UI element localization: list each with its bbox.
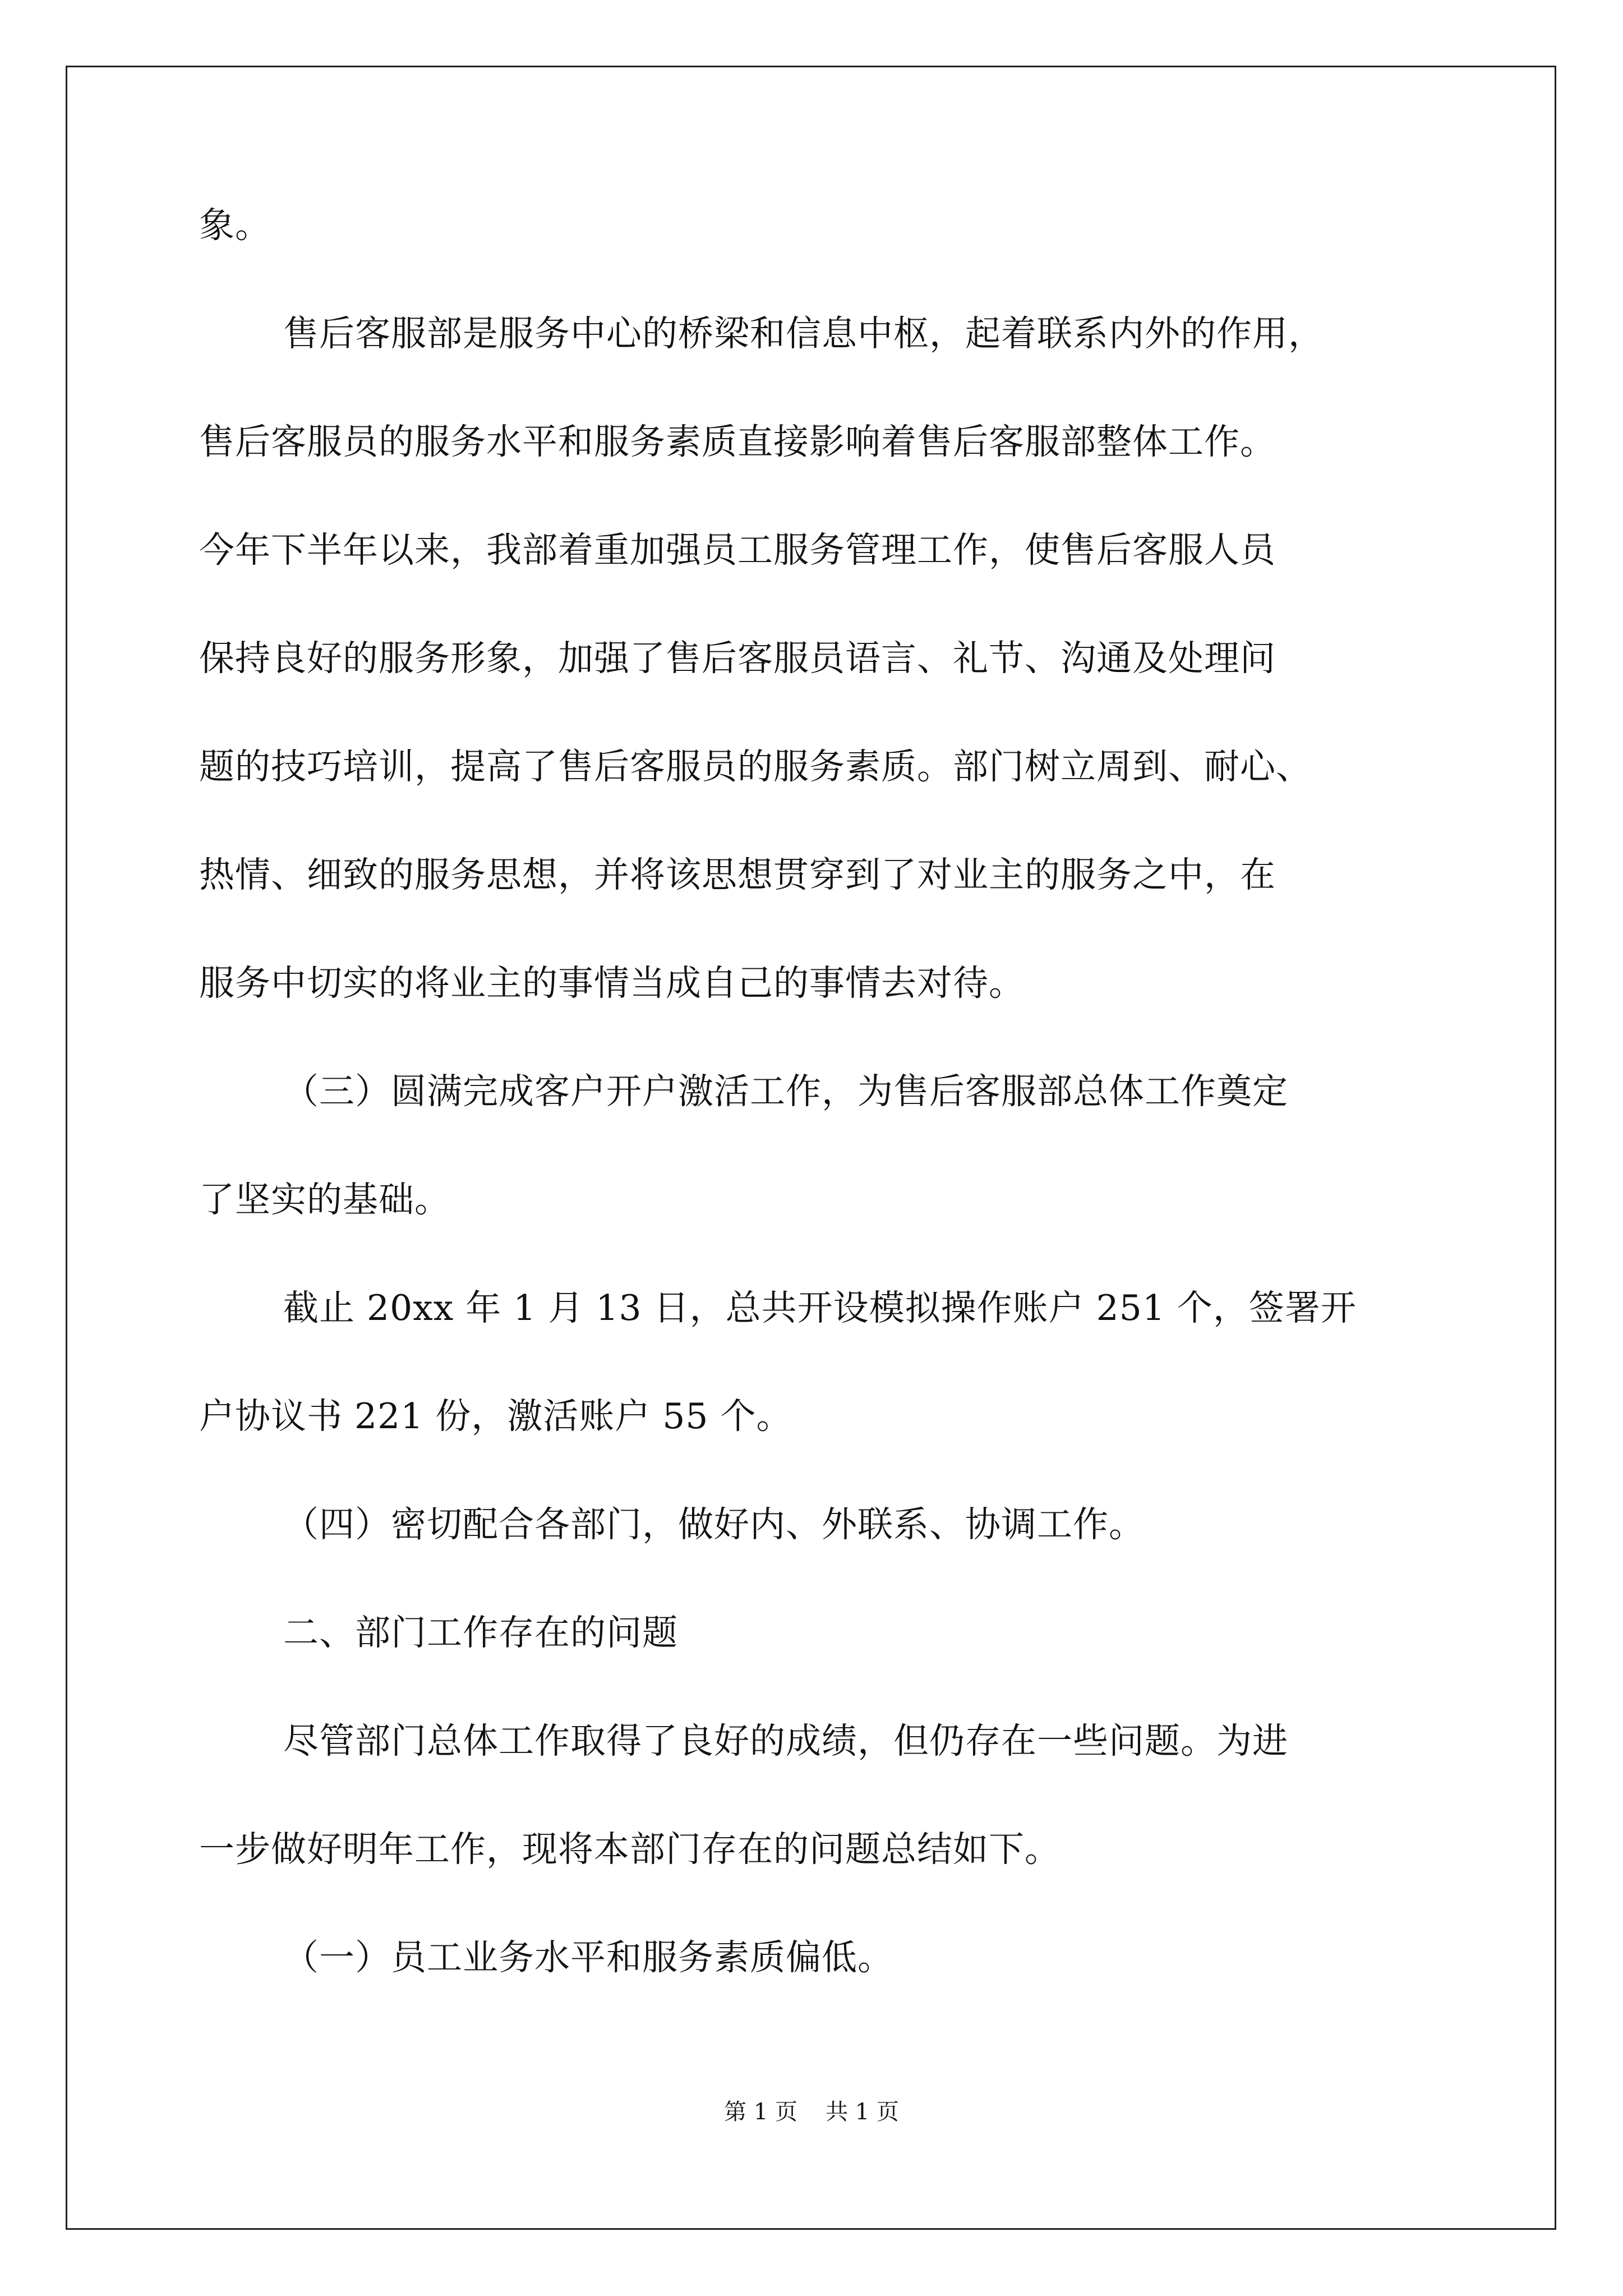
text-line: 户协议书 221 份，激活账户 55 个。	[199, 1396, 792, 1437]
text-line: 题的技巧培训，提高了售后客服员的服务素质。部门树立周到、耐心、	[199, 746, 1312, 787]
text-line: 售后客服员的服务水平和服务素质直接影响着售后客服部整体工作。	[199, 421, 1276, 462]
page-number: 第 1 页	[724, 2099, 797, 2125]
text-line: 服务中切实的将业主的事情当成自己的事情去对待。	[199, 963, 1025, 1004]
page-total: 共 1 页	[826, 2099, 899, 2125]
text-line: 今年下半年以来，我部着重加强员工服务管理工作，使售后客服人员	[199, 530, 1276, 570]
page-border	[66, 66, 1556, 2230]
text-line: 了坚实的基础。	[199, 1179, 450, 1220]
section-heading-line: （一）员工业务水平和服务素质偏低。	[283, 1937, 893, 1978]
text-line: 一步做好明年工作，现将本部门存在的问题总结如下。	[199, 1829, 1061, 1870]
paragraph-line: 售后客服部是服务中心的桥梁和信息中枢，起着联系内外的作用，	[283, 313, 1324, 354]
text-line: 热情、细致的服务思想，并将该思想贯穿到了对业主的服务之中，在	[199, 854, 1276, 895]
paragraph-line: 尽管部门总体工作取得了良好的成绩，但仍存在一些问题。为进	[283, 1720, 1288, 1761]
text-line: 保持良好的服务形象，加强了售后客服员语言、礼节、沟通及处理问	[199, 638, 1276, 679]
page-footer	[0, 2098, 1623, 2126]
section-heading-line: （三）圆满完成客户开户激活工作，为售后客服部总体工作奠定	[283, 1071, 1288, 1112]
paragraph-line: 截止 20xx 年 1 月 13 日，总共开设模拟操作账户 251 个，签署开	[283, 1287, 1357, 1328]
section-heading-line: 二、部门工作存在的问题	[283, 1612, 678, 1653]
section-heading-line: （四）密切配合各部门，做好内、外联系、协调工作。	[283, 1504, 1145, 1545]
text-line: 象。	[199, 205, 271, 246]
